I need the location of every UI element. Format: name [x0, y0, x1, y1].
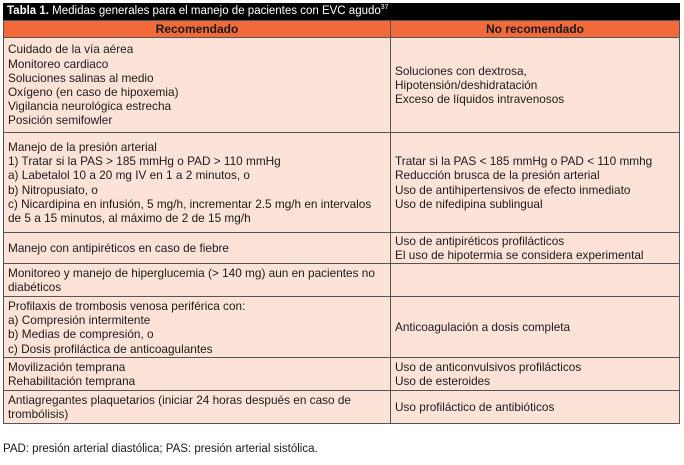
not-recommended-cell [391, 133, 680, 233]
not-recommended-cell [391, 358, 680, 391]
cell-line: Soluciones con dextrosa, [395, 63, 527, 78]
measures-table [3, 20, 680, 424]
cell-line: Rehabilitación temprana [8, 374, 136, 389]
reference-number: 37 [380, 4, 389, 12]
not-recommended-cell [391, 391, 680, 424]
cell-line: b) Medias de compresión, o [8, 327, 154, 342]
table-caption: Medidas generales para el manejo de pacientes con EVC agudo [52, 5, 381, 17]
table-title [3, 3, 680, 20]
recommended-cell [4, 297, 391, 358]
table-container [3, 3, 680, 424]
not-recommended-cell [391, 38, 680, 133]
cell-line: b) Nitropusiato, o [8, 182, 98, 197]
recommended-cell [4, 391, 391, 424]
table-row [4, 264, 680, 297]
cell-line: a) Labetalol 10 a 20 mg IV en 1 a 2 minutos, o [8, 168, 250, 183]
cell-line: c) Nicardipina en infusión, 5 mg/h, incrementar 2.5 mg/h en intervalos [8, 196, 372, 211]
cell-line: Cuidado de la vía aérea [8, 42, 134, 57]
cell-line: Profilaxis de trombosis venosa periférica con: [8, 299, 246, 313]
table-row [4, 391, 680, 424]
table-body [4, 38, 680, 424]
cell-line: Uso de esteroides [395, 374, 491, 389]
cell-line: Reducción brusca de la presión arterial [395, 168, 600, 183]
cell-line: Exceso de líquidos intravenosos [395, 92, 565, 107]
cell-line: Uso profiláctico de antibióticos [395, 400, 555, 415]
recommended-cell [4, 233, 391, 264]
cell-line: 1) Tratar si la PAS > 185 mmHg o PAD > 110 mmHg [8, 154, 281, 169]
cell-line: Hipotensión/deshidratación [395, 77, 538, 92]
cell-line: Oxígeno (en caso de hipoxemia) [8, 85, 179, 99]
cell-line: Uso de antihipertensivos de efecto inmediato [395, 182, 631, 197]
cell-line: Anticoagulación a dosis completa [395, 320, 571, 335]
cell-line: diabéticos [8, 280, 62, 295]
not-recommended-cell [391, 264, 680, 297]
table-label: Tabla 1. [7, 5, 49, 17]
cell-line: Manejo con antipiréticos en caso de fiebre [8, 241, 229, 256]
cell-line: a) Compresión intermitente [8, 313, 151, 328]
cell-line: Antiagregantes plaquetarios (iniciar 24 horas después en caso de [8, 393, 351, 408]
table-row [4, 297, 680, 358]
cell-line: c) Dosis profiláctica de anticoagulantes [8, 341, 213, 356]
cell-line: Uso de antipiréticos profilácticos [395, 234, 565, 248]
not-recommended-cell [391, 297, 680, 358]
recommended-cell [4, 38, 391, 133]
recommended-cell [4, 133, 391, 233]
cell-line: Soluciones salinas al medio [8, 70, 154, 85]
not-recommended-cell [391, 233, 680, 264]
header-not-recommended: No recomendado [391, 21, 680, 38]
cell-line: trombólisis) [8, 407, 69, 422]
cell-line: Manejo de la presión arterial [8, 139, 157, 154]
cell-line: Vigilancia neurológica estrecha [8, 99, 172, 114]
cell-line: Uso de anticonvulsivos profilácticos [395, 360, 582, 375]
table-row [4, 38, 680, 133]
cell-line: Monitoreo cardiaco [8, 56, 109, 71]
cell-line: Monitoreo y manejo de hiperglucemia (> 140 mg) aun en pacientes no [8, 266, 375, 281]
recommended-cell [4, 358, 391, 391]
cell-line: Posición semifowler [8, 113, 113, 128]
footnote: PAD: presión arterial diastólica; PAS: presión arterial sistólica. [3, 443, 318, 455]
header-recommended: Recomendado [4, 21, 391, 38]
header-row [4, 21, 680, 38]
table-row [4, 233, 680, 264]
cell-line: de 5 a 15 minutos, al máximo de 2 de 15 mg/h [8, 210, 251, 225]
cell-line: El uso de hipotermia se considera experimental [395, 248, 644, 263]
recommended-cell [4, 264, 391, 297]
table-row [4, 133, 680, 233]
cell-line: Uso de nifedipina sublingual [395, 196, 543, 211]
cell-line: Tratar si la PAS < 185 mmHg o PAD < 110 mmhg [395, 154, 653, 169]
cell-line: Movilización temprana [8, 360, 126, 375]
table-row [4, 358, 680, 391]
